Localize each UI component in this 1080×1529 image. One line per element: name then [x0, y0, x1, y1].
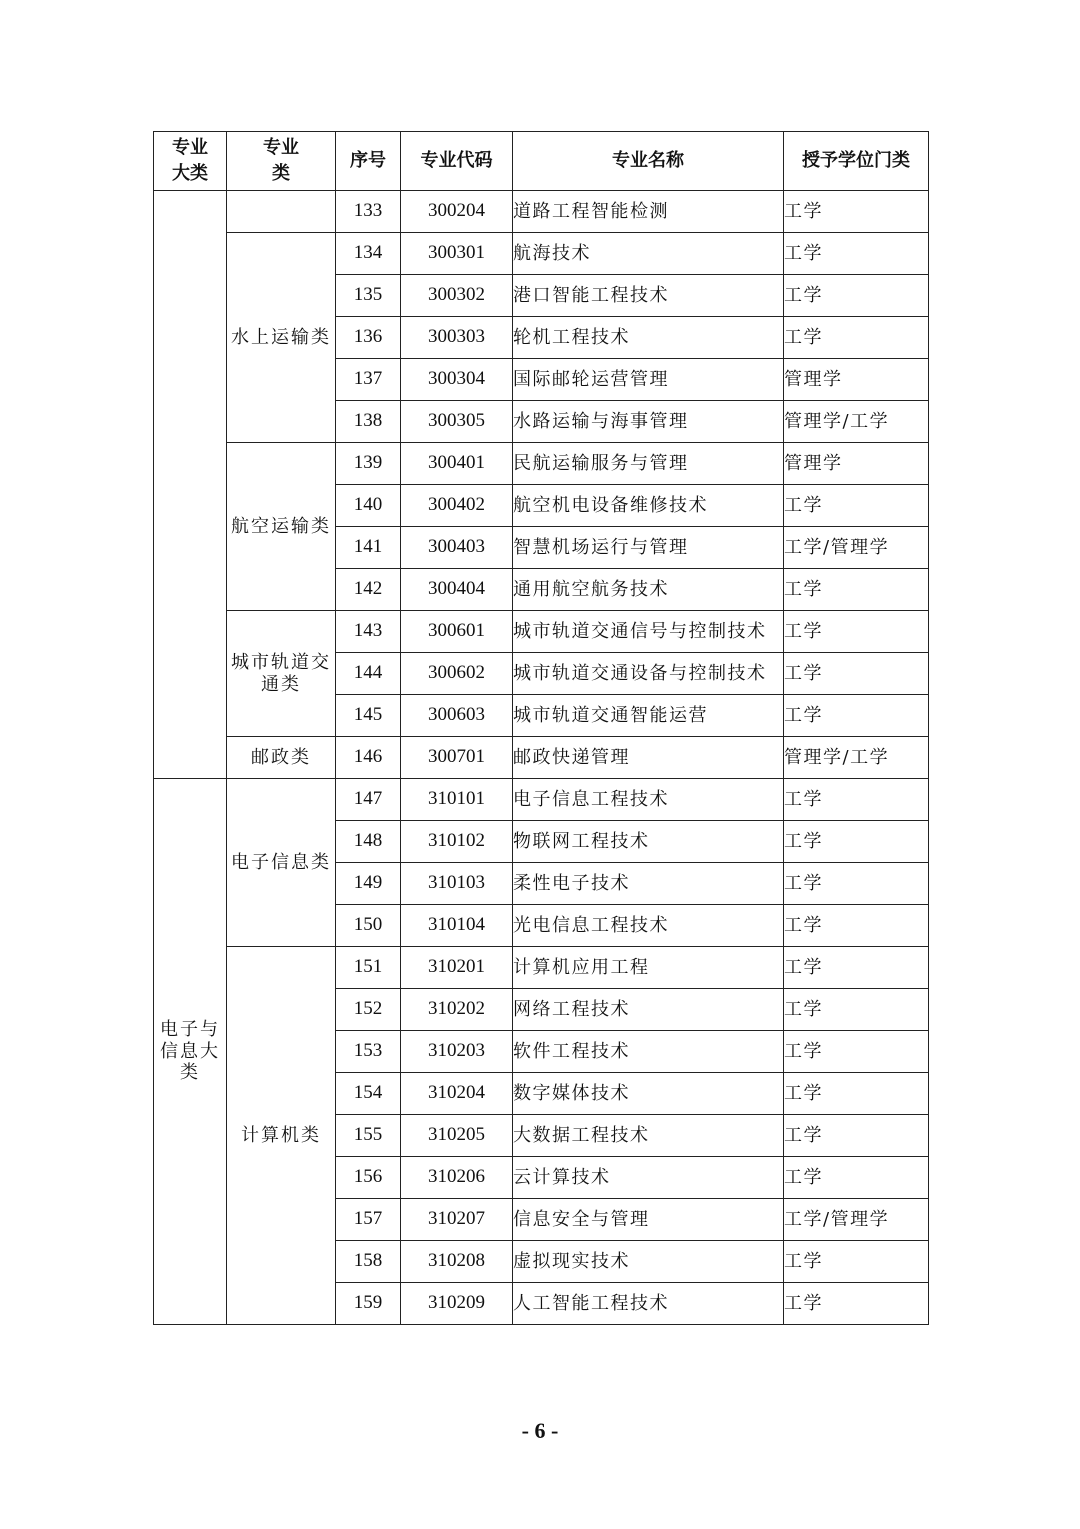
- code-cell: 310203: [401, 1031, 513, 1073]
- degree-cell: 工学/管理学: [784, 527, 929, 569]
- degree-cell: 工学: [784, 653, 929, 695]
- degree-cell: 管理学/工学: [784, 737, 929, 779]
- category-cell: 航空运输类: [227, 443, 336, 611]
- seq-cell: 147: [336, 779, 401, 821]
- degree-cell: 工学: [784, 1241, 929, 1283]
- name-cell: 网络工程技术: [513, 989, 784, 1031]
- header-category: 专业 类: [227, 132, 336, 191]
- name-cell: 城市轨道交通信号与控制技术: [513, 611, 784, 653]
- code-cell: 300204: [401, 191, 513, 233]
- code-cell: 310104: [401, 905, 513, 947]
- degree-cell: 管理学: [784, 443, 929, 485]
- seq-cell: 146: [336, 737, 401, 779]
- seq-cell: 140: [336, 485, 401, 527]
- name-cell: 港口智能工程技术: [513, 275, 784, 317]
- table-body: [154, 191, 929, 1325]
- code-cell: 300304: [401, 359, 513, 401]
- page-number: - 6 -: [521, 1418, 559, 1443]
- code-cell: 300603: [401, 695, 513, 737]
- code-cell: 310207: [401, 1199, 513, 1241]
- degree-cell: 工学: [784, 1115, 929, 1157]
- name-cell: 航空机电设备维修技术: [513, 485, 784, 527]
- table-row: [154, 233, 929, 275]
- name-cell: 智慧机场运行与管理: [513, 527, 784, 569]
- name-cell: 数字媒体技术: [513, 1073, 784, 1115]
- degree-cell: 工学: [784, 695, 929, 737]
- name-cell: 光电信息工程技术: [513, 905, 784, 947]
- degree-cell: 工学/管理学: [784, 1199, 929, 1241]
- name-cell: 电子信息工程技术: [513, 779, 784, 821]
- code-cell: 300302: [401, 275, 513, 317]
- seq-cell: 156: [336, 1157, 401, 1199]
- code-cell: 300601: [401, 611, 513, 653]
- table-row: [154, 737, 929, 779]
- degree-cell: 工学: [784, 1157, 929, 1199]
- code-cell: 310209: [401, 1283, 513, 1325]
- degree-cell: 工学: [784, 863, 929, 905]
- degree-cell: 工学: [784, 569, 929, 611]
- category-cell: 电子信息类: [227, 779, 336, 947]
- seq-cell: 157: [336, 1199, 401, 1241]
- degree-cell: 工学: [784, 989, 929, 1031]
- seq-cell: 154: [336, 1073, 401, 1115]
- seq-cell: 159: [336, 1283, 401, 1325]
- name-cell: 城市轨道交通设备与控制技术: [513, 653, 784, 695]
- majors-table: [153, 131, 929, 1325]
- degree-cell: 工学: [784, 317, 929, 359]
- name-cell: 城市轨道交通智能运营: [513, 695, 784, 737]
- seq-cell: 137: [336, 359, 401, 401]
- category-cell: 计算机类: [227, 947, 336, 1325]
- code-cell: 310103: [401, 863, 513, 905]
- name-cell: 柔性电子技术: [513, 863, 784, 905]
- seq-cell: 143: [336, 611, 401, 653]
- header-code: 专业代码: [401, 132, 513, 191]
- name-cell: 国际邮轮运营管理: [513, 359, 784, 401]
- seq-cell: 138: [336, 401, 401, 443]
- seq-cell: 134: [336, 233, 401, 275]
- major-category-cell: [154, 191, 227, 779]
- name-cell: 信息安全与管理: [513, 1199, 784, 1241]
- degree-cell: 工学: [784, 1283, 929, 1325]
- seq-cell: 152: [336, 989, 401, 1031]
- degree-cell: 工学: [784, 611, 929, 653]
- code-cell: 310206: [401, 1157, 513, 1199]
- code-cell: 300402: [401, 485, 513, 527]
- code-cell: 310101: [401, 779, 513, 821]
- name-cell: 虚拟现实技术: [513, 1241, 784, 1283]
- name-cell: 大数据工程技术: [513, 1115, 784, 1157]
- category-cell: 邮政类: [227, 737, 336, 779]
- degree-cell: 工学: [784, 905, 929, 947]
- seq-cell: 136: [336, 317, 401, 359]
- seq-cell: 151: [336, 947, 401, 989]
- code-cell: 310201: [401, 947, 513, 989]
- code-cell: 310205: [401, 1115, 513, 1157]
- name-cell: 软件工程技术: [513, 1031, 784, 1073]
- code-cell: 310208: [401, 1241, 513, 1283]
- degree-cell: 工学: [784, 191, 929, 233]
- seq-cell: 144: [336, 653, 401, 695]
- header-degree: 授予学位门类: [784, 132, 929, 191]
- degree-cell: 管理学/工学: [784, 401, 929, 443]
- seq-cell: 135: [336, 275, 401, 317]
- table-row: [154, 443, 929, 485]
- degree-cell: 工学: [784, 233, 929, 275]
- name-cell: 民航运输服务与管理: [513, 443, 784, 485]
- header-major-category: 专业 大类: [154, 132, 227, 191]
- seq-cell: 150: [336, 905, 401, 947]
- name-cell: 道路工程智能检测: [513, 191, 784, 233]
- code-cell: 300401: [401, 443, 513, 485]
- seq-cell: 139: [336, 443, 401, 485]
- name-cell: 人工智能工程技术: [513, 1283, 784, 1325]
- seq-cell: 149: [336, 863, 401, 905]
- header-name: 专业名称: [513, 132, 784, 191]
- header-seq: 序号: [336, 132, 401, 191]
- category-cell: 水上运输类: [227, 233, 336, 443]
- code-cell: 300305: [401, 401, 513, 443]
- seq-cell: 145: [336, 695, 401, 737]
- name-cell: 邮政快递管理: [513, 737, 784, 779]
- code-cell: 300602: [401, 653, 513, 695]
- degree-cell: 工学: [784, 779, 929, 821]
- degree-cell: 工学: [784, 1031, 929, 1073]
- name-cell: 云计算技术: [513, 1157, 784, 1199]
- name-cell: 计算机应用工程: [513, 947, 784, 989]
- code-cell: 300701: [401, 737, 513, 779]
- seq-cell: 133: [336, 191, 401, 233]
- code-cell: 300303: [401, 317, 513, 359]
- code-cell: 300404: [401, 569, 513, 611]
- degree-cell: 工学: [784, 821, 929, 863]
- header-row: [154, 132, 929, 191]
- degree-cell: 工学: [784, 947, 929, 989]
- seq-cell: 155: [336, 1115, 401, 1157]
- major-category-cell: 电子与信息大类: [154, 779, 227, 1325]
- category-cell: [227, 191, 336, 233]
- table-row: [154, 947, 929, 989]
- seq-cell: 153: [336, 1031, 401, 1073]
- table-row: [154, 779, 929, 821]
- code-cell: 300403: [401, 527, 513, 569]
- code-cell: 310204: [401, 1073, 513, 1115]
- degree-cell: 工学: [784, 1073, 929, 1115]
- name-cell: 航海技术: [513, 233, 784, 275]
- name-cell: 通用航空航务技术: [513, 569, 784, 611]
- code-cell: 310102: [401, 821, 513, 863]
- code-cell: 300301: [401, 233, 513, 275]
- name-cell: 水路运输与海事管理: [513, 401, 784, 443]
- seq-cell: 158: [336, 1241, 401, 1283]
- degree-cell: 工学: [784, 485, 929, 527]
- table-row: [154, 191, 929, 233]
- degree-cell: 管理学: [784, 359, 929, 401]
- degree-cell: 工学: [784, 275, 929, 317]
- name-cell: 轮机工程技术: [513, 317, 784, 359]
- name-cell: 物联网工程技术: [513, 821, 784, 863]
- category-cell: 城市轨道交通类: [227, 611, 336, 737]
- code-cell: 310202: [401, 989, 513, 1031]
- seq-cell: 141: [336, 527, 401, 569]
- seq-cell: 148: [336, 821, 401, 863]
- seq-cell: 142: [336, 569, 401, 611]
- table-row: [154, 611, 929, 653]
